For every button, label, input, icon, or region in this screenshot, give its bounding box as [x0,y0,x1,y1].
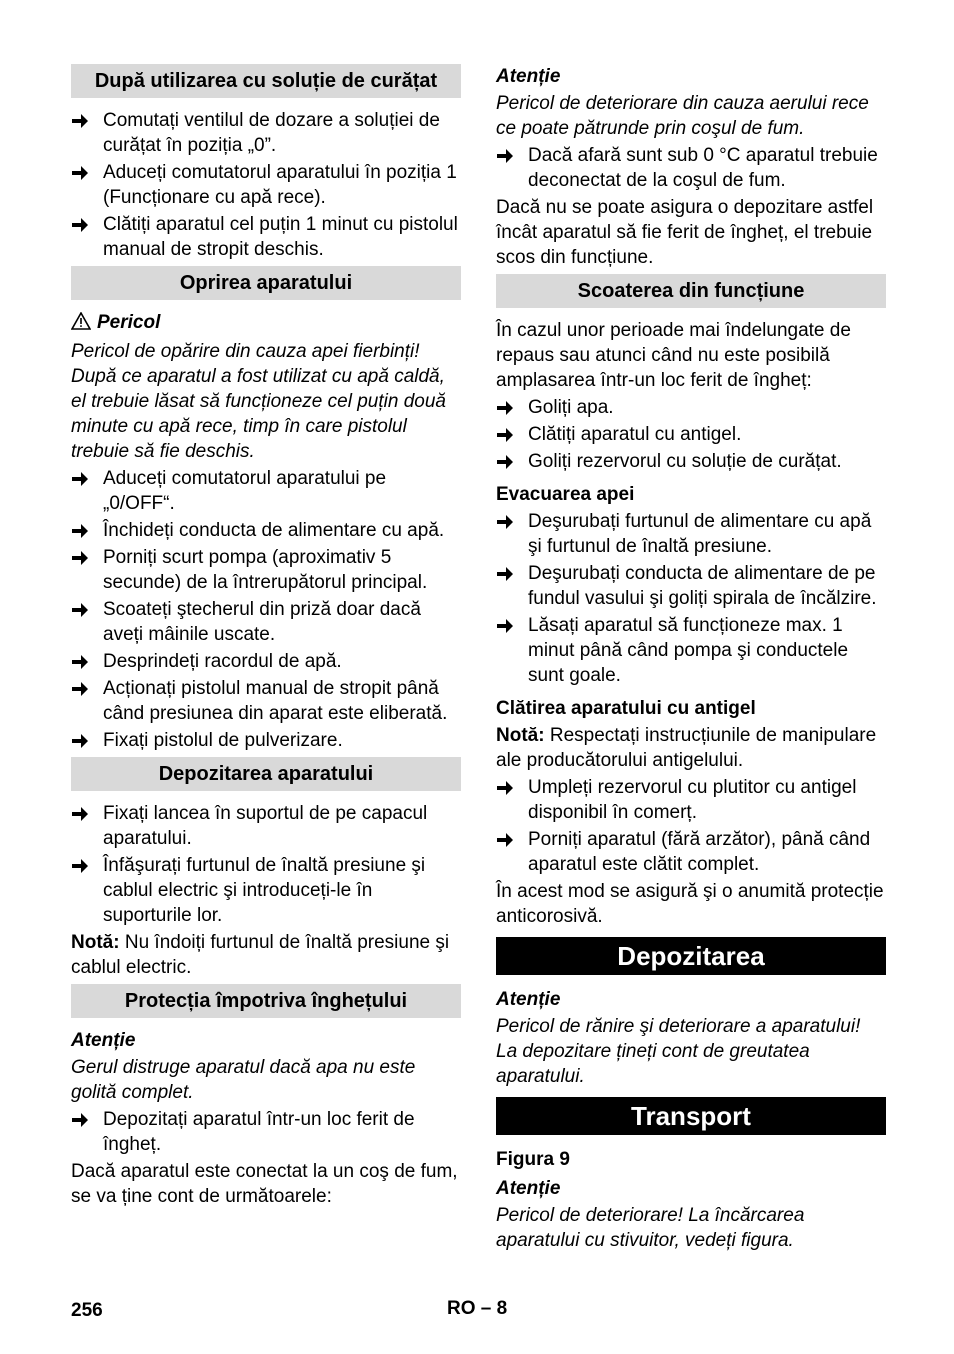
figure-label: Figura 9 [496,1149,570,1170]
list-item: Dacă afară sunt sub 0 °C aparatul trebuie deconectat de la coşul de fum. [496,143,886,193]
warning-heading: Atenție [496,66,561,87]
warning-text: Pericol de deteriorare din cauza aerului rece ce poate pătrunde prin coşul de fum. [496,93,869,139]
arrow-icon [496,613,522,634]
section-marker: RO – 8 [447,1298,508,1319]
warning-heading: Atenție [496,989,561,1010]
arrow-icon [71,212,97,233]
step-list [71,108,461,262]
list-item: Goliți rezervorul cu soluție de curățat. [496,449,886,474]
arrow-icon [71,545,97,566]
paragraph: În acest mod se asigură şi o anumită protecție anticorosivă. [496,881,884,927]
list-item: Aduceți comutatorul aparatului pe „0/OFF“. [71,466,461,516]
list-item: Acționați pistolul manual de stropit până când presiunea din aparat este eliberată. [71,676,461,726]
note: Notă: Nu îndoiți furtunul de înaltă presiune şi cablul electric. [71,932,450,978]
arrow-icon [71,108,97,129]
list-item: Deşurubați conducta de alimentare de pe fundul vasului şi goliți spirala de încălzire. [496,561,886,611]
page-number: 256 [71,1300,103,1321]
arrow-icon [71,160,97,181]
step-list [71,1107,461,1157]
step-list [71,466,461,753]
step-list [496,775,886,877]
arrow-icon [496,561,522,582]
warning-heading: Pericol [71,310,461,337]
list-item: Goliți apa. [496,395,886,420]
warning-text: Pericol de opărire din cauza apei fierbinți! După ce aparatul a fost utilizat cu apă caldă, el trebuie lăsat să funcționeze cel puțin două minute cu apă rece, timp în care pistolul trebuie să fie deschis. [71,341,446,462]
section-title: Protecția împotriva înghețului [71,984,461,1018]
arrow-icon [496,395,522,416]
step-list [496,395,886,474]
arrow-icon [71,676,97,697]
arrow-icon [71,853,97,874]
list-item: Comutați ventilul de dozare a soluției de curățat în poziția „0”. [71,108,461,158]
paragraph: În cazul unor perioade mai îndelungate de repaus sau atunci când nu este posibilă amplasarea într-un loc ferit de îngheț: [496,320,851,391]
list-item: Aduceți comutatorul aparatului în poziția 1 (Funcționare cu apă rece). [71,160,461,210]
arrow-icon [496,422,522,443]
arrow-icon [71,518,97,539]
arrow-icon [71,1107,97,1128]
list-item: Lăsați aparatul să funcționeze max. 1 minut până când pompa şi conductele sunt goale. [496,613,886,688]
warning-text: Pericol de deteriorare! La încărcarea aparatului cu stivuitor, vedeți figura. [496,1205,805,1251]
arrow-icon [496,509,522,530]
chapter-title: Depozitarea [496,937,886,975]
subsection-title: Clătirea aparatului cu antigel [496,698,756,719]
subsection-title: Evacuarea apei [496,484,635,505]
list-item: Închideți conducta de alimentare cu apă. [71,518,461,543]
section-title: Scoaterea din funcțiune [496,274,886,308]
step-list [496,143,886,193]
section-title: Oprirea aparatului [71,266,461,300]
list-item: Fixați pistolul de pulverizare. [71,728,461,753]
step-list [496,509,886,688]
left-column [71,60,461,1211]
arrow-icon [71,597,97,618]
chapter-title: Transport [496,1097,886,1135]
arrow-icon [71,801,97,822]
paragraph: Dacă aparatul este conectat la un coş de fum, se va ține cont de următoarele: [71,1161,458,1207]
list-item: Înfăşurați furtunul de înaltă presiune şi cablul electric şi introduceți-le în suporturile lor. [71,853,461,928]
warning-heading: Atenție [496,1178,561,1199]
list-item: Scoateți ştecherul din priză doar dacă aveți mâinile uscate. [71,597,461,647]
list-item: Deşurubați furtunul de alimentare cu apă şi furtunul de înaltă presiune. [496,509,886,559]
arrow-icon [496,449,522,470]
arrow-icon [71,466,97,487]
section-title: După utilizarea cu soluție de curățat [71,64,461,98]
note: Notă: Respectați instrucțiunile de manipulare ale producătorului antigelului. [496,725,877,771]
arrow-icon [71,649,97,670]
list-item: Clătiți aparatul cel puțin 1 minut cu pistolul manual de stropit deschis. [71,212,461,262]
right-column [496,60,886,1255]
list-item: Clătiți aparatul cu antigel. [496,422,886,447]
warning-text: Pericol de rănire şi deteriorare a aparatului! La depozitare țineți cont de greutatea aparatului. [496,1016,861,1087]
list-item: Porniți aparatul (fără arzător), până când aparatul este clătit complet. [496,827,886,877]
arrow-icon [496,143,522,164]
arrow-icon [71,728,97,749]
section-title: Depozitarea aparatului [71,757,461,791]
list-item: Desprindeți racordul de apă. [71,649,461,674]
list-item: Porniți scurt pompa (aproximativ 5 secunde) de la întrerupătorul principal. [71,545,461,595]
list-item: Depozitați aparatul într-un loc ferit de îngheț. [71,1107,461,1157]
paragraph: Dacă nu se poate asigura o depozitare astfel încât aparatul să fie ferit de îngheț, el trebuie scos din funcțiune. [496,197,874,268]
warning-triangle-icon [71,312,91,337]
step-list [71,801,461,928]
warning-text: Gerul distruge aparatul dacă apa nu este golită complet. [71,1057,416,1103]
list-item: Umpleți rezervorul cu plutitor cu antigel disponibil în comerț. [496,775,886,825]
arrow-icon [496,827,522,848]
warning-heading: Atenție [71,1030,136,1051]
arrow-icon [496,775,522,796]
list-item: Fixați lancea în suportul de pe capacul aparatului. [71,801,461,851]
